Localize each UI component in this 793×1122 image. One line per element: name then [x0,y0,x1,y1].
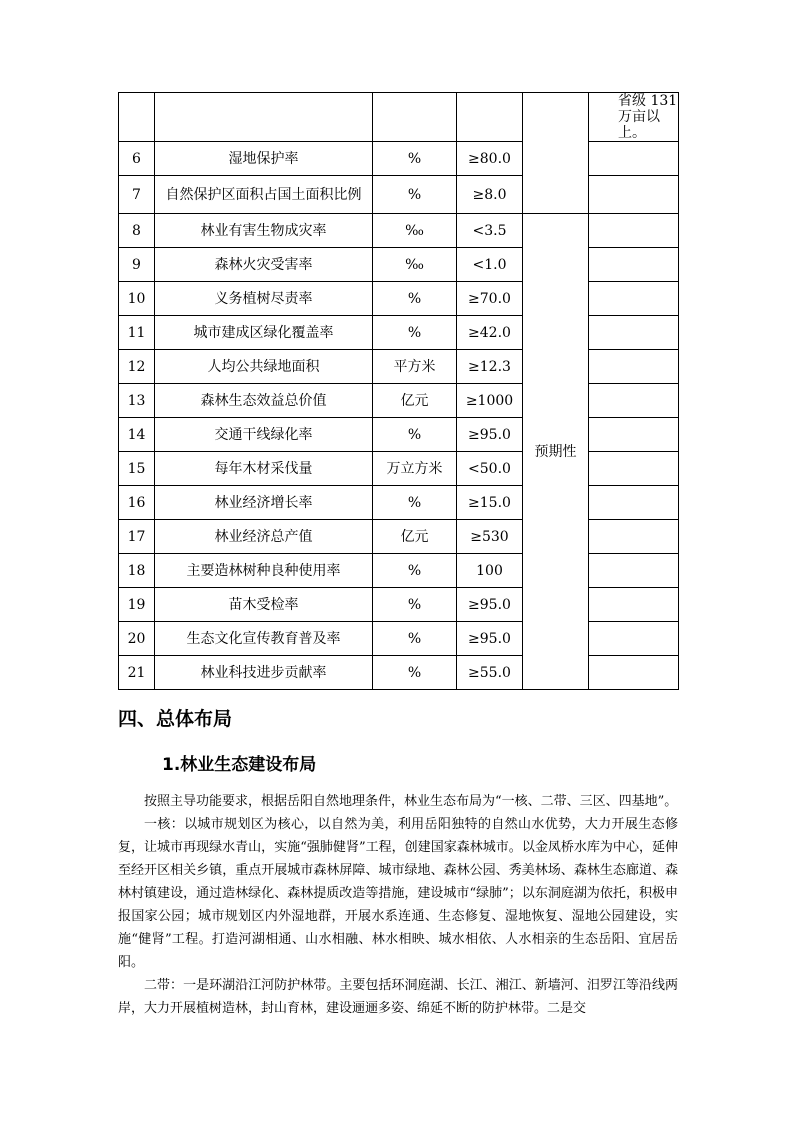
cell-target: ≥12.3 [457,350,523,384]
cell-note [589,214,679,248]
cell-note [589,418,679,452]
cell-no: 14 [119,418,155,452]
cell-unit: % [373,622,457,656]
cell-name: 森林生态效益总价值 [155,384,373,418]
cell-note [589,588,679,622]
cell-unit: 平方米 [373,350,457,384]
cell-name: 义务植树尽责率 [155,282,373,316]
cell-unit: % [373,142,457,176]
cell-unit: % [373,554,457,588]
cell-target: <1.0 [457,248,523,282]
cell-target: ≥80.0 [457,142,523,176]
cell-no: 18 [119,554,155,588]
cell-note [589,142,679,176]
cell-unit: % [373,316,457,350]
table-row [119,554,679,588]
cell-target: ≥8.0 [457,176,523,214]
cell-target: ≥530 [457,520,523,554]
cell-target: ≥42.0 [457,316,523,350]
cell-name: 林业有害生物成灾率 [155,214,373,248]
cell-no: 19 [119,588,155,622]
table-row [119,452,679,486]
cell-name [155,93,373,142]
table-row [119,142,679,176]
table-row [119,384,679,418]
cell-no: 7 [119,176,155,214]
cell-name: 交通干线绿化率 [155,418,373,452]
cell-target: ≥95.0 [457,622,523,656]
cell-unit [373,93,457,142]
cell-no: 15 [119,452,155,486]
indicator-table [118,92,679,690]
cell-target: 100 [457,554,523,588]
cell-no [119,93,155,142]
table-row [119,350,679,384]
table-row [119,316,679,350]
cell-no: 17 [119,520,155,554]
cell-note [589,248,679,282]
table-row [119,282,679,316]
table-row [119,248,679,282]
table-row [119,520,679,554]
table-row [119,176,679,214]
cell-unit: % [373,282,457,316]
cell-attribute-expected: 预期性 [523,214,589,690]
cell-target: <50.0 [457,452,523,486]
paragraph: 二带：一是环湖沿江河防护林带。主要包括环洞庭湖、长江、湘江、新墙河、汨罗江等沿线两岸，大力开展植树造林，封山育林，建设逦逦多姿、绵延不断的防护林带。二是交 [118,978,678,1016]
table-row [119,486,679,520]
cell-name: 苗木受检率 [155,588,373,622]
table-row-continued [119,93,679,142]
cell-unit: % [373,588,457,622]
cell-unit: ‰ [373,248,457,282]
paragraph: 一核：以城市规划区为核心，以自然为美，利用岳阳独特的自然山水优势，大力开展生态修复，让城市再现绿水青山，实施“强肺健肾”工程，创建国家森林城市。以金凤桥水库为中心，延伸至经开区相关乡镇，重点开展城市森林屏障、城市绿地、森林公园、秀美林场、森林生态廊道、森林村镇建设，通过造林绿化、森林提质改造等措施，建设城市“绿肺”；以东洞庭湖为依托，积极申报国家公园；城市规划区内外湿地群，开展水系连通、生态修复、湿地恢复、湿地公园建设，实施“健肾”工程。打造河湖相通、山水相融、林水相映、城水相依、人水相亲的生态岳阳、宜居岳阳。 [118,817,678,970]
cell-unit: ‰ [373,214,457,248]
cell-note [589,554,679,588]
cell-target: ≥70.0 [457,282,523,316]
cell-no: 20 [119,622,155,656]
cell-name: 生态文化宣传教育普及率 [155,622,373,656]
cell-no: 11 [119,316,155,350]
cell-name: 湿地保护率 [155,142,373,176]
cell-target: ≥1000 [457,384,523,418]
cell-unit: 亿元 [373,520,457,554]
cell-no: 12 [119,350,155,384]
cell-no: 21 [119,656,155,690]
cell-note [589,486,679,520]
cell-unit: 亿元 [373,384,457,418]
table-row [119,214,679,248]
subsection-heading: 1.林业生态建设布局 [162,755,317,775]
cell-target: ≥55.0 [457,656,523,690]
cell-name: 人均公共绿地面积 [155,350,373,384]
cell-no: 6 [119,142,155,176]
cell-name: 森林火灾受害率 [155,248,373,282]
table-row [119,418,679,452]
cell-no: 8 [119,214,155,248]
cell-no: 9 [119,248,155,282]
cell-name: 林业经济增长率 [155,486,373,520]
cell-note: 省级 131 万亩以上。 [589,93,679,142]
cell-note [589,316,679,350]
cell-note [589,622,679,656]
cell-name: 自然保护区面积占国土面积比例 [155,176,373,214]
cell-note [589,282,679,316]
cell-target: <3.5 [457,214,523,248]
cell-note [589,176,679,214]
cell-unit: % [373,418,457,452]
cell-target: ≥95.0 [457,588,523,622]
table-row [119,622,679,656]
cell-note [589,384,679,418]
section-heading: 四、总体布局 [118,708,233,730]
cell-name: 林业科技进步贡献率 [155,656,373,690]
paragraph: 按照主导功能要求，根据岳阳自然地理条件，林业生态布局为“一核、二带、三区、四基地”。 [144,794,678,809]
table-row [119,656,679,690]
cell-attribute-binding [523,93,589,214]
cell-name: 城市建成区绿化覆盖率 [155,316,373,350]
cell-note [589,350,679,384]
cell-unit: 万立方米 [373,452,457,486]
cell-note [589,520,679,554]
cell-target: ≥15.0 [457,486,523,520]
body-text [118,790,678,1020]
cell-unit: % [373,486,457,520]
cell-unit: % [373,656,457,690]
cell-note [589,656,679,690]
cell-name: 林业经济总产值 [155,520,373,554]
cell-no: 16 [119,486,155,520]
cell-no: 13 [119,384,155,418]
cell-note [589,452,679,486]
cell-target: ≥95.0 [457,418,523,452]
cell-name: 主要造林树种良种使用率 [155,554,373,588]
cell-unit: % [373,176,457,214]
table-row [119,588,679,622]
cell-name: 每年木材采伐量 [155,452,373,486]
cell-no: 10 [119,282,155,316]
cell-target [457,93,523,142]
